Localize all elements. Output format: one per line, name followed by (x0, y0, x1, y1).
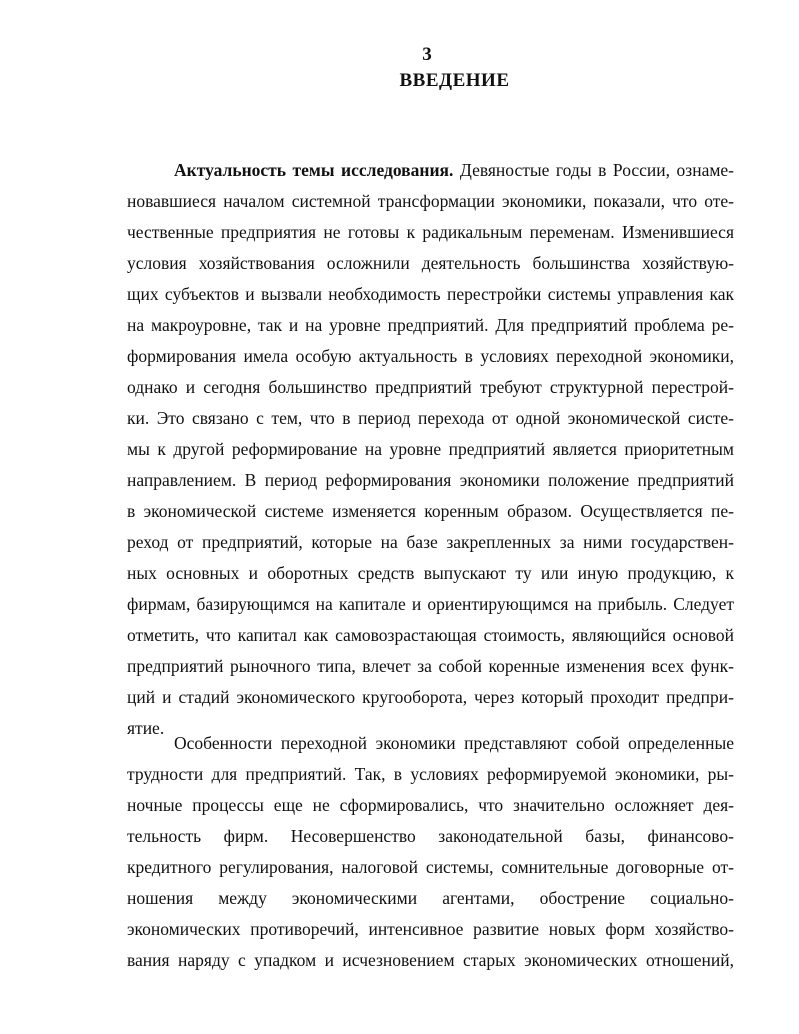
paragraph-line: реход от предприятий, которые на базе закрепленных за ними государствен- (127, 532, 734, 552)
paragraph-line: направлением. В период реформирования экономики положение предприятий (127, 470, 734, 490)
paragraph-line: чественные предприятия не готовы к радикальным переменам. Изменившиеся (127, 222, 734, 242)
paragraph-line: ки. Это связано с тем, что в период перехода от одной экономической систе- (127, 408, 734, 428)
paragraph-transition-economy (127, 728, 734, 976)
paragraph-line: ношения между экономическими агентами, обострение социально- (127, 888, 734, 908)
paragraph-line: Особенности переходной экономики представляют собой определенные (174, 733, 734, 753)
paragraph-line: фирмам, базирующимся на капитале и ориентирующимся на прибыль. Следует (127, 594, 734, 614)
paragraph-line: на макроуровне, так и на уровне предприятий. Для предприятий проблема ре- (127, 315, 734, 335)
paragraph-line: кредитного регулирования, налоговой системы, сомнительные договорные от- (127, 857, 734, 877)
paragraph-line: ций и стадий экономического кругооборота, через который проходит предпри- (127, 687, 734, 707)
paragraph-line: условия хозяйствования осложнили деятельность большинства хозяйствую- (127, 253, 734, 273)
section-heading: ВВЕДЕНИЕ (399, 70, 510, 91)
paragraph-line: ных основных и оборотных средств выпускают ту или иную продукцию, к (127, 563, 734, 583)
paragraph-line: экономических противоречий, интенсивное развитие новых форм хозяйство- (127, 919, 734, 939)
paragraph-line: формирования имела особую актуальность в условиях переходной экономики, (127, 346, 734, 366)
paragraph-line: отметить, что капитал как самовозрастающая стоимость, являющийся основой (127, 625, 734, 645)
paragraph-line: вания наряду с упадком и исчезновением старых экономических отношений, (127, 950, 734, 970)
paragraph-line-text: Девяностые годы в России, ознаме- (453, 160, 734, 180)
paragraph-line: предприятий рыночного типа, влечет за собой коренные изменения всех функ- (127, 656, 734, 676)
paragraph-line: мы к другой реформирование на уровне предприятий является приоритетным (127, 439, 734, 459)
paragraph-line: тельность фирм. Несовершенство законодательной базы, финансово- (127, 826, 734, 846)
paragraph-line: в экономической системе изменяется коренным образом. Осуществляется пе- (127, 501, 734, 521)
paragraph-lead: Актуальность темы исследования. (174, 160, 454, 180)
paragraph-line (127, 155, 734, 186)
paragraph-line: ночные процессы еще не сформировались, что значительно осложняет дея- (127, 795, 734, 815)
paragraph-relevance (127, 155, 734, 744)
paragraph-line: однако и сегодня большинство предприятий требуют структурной перестрой- (127, 377, 734, 397)
paragraph-line: щих субъектов и вызвали необходимость перестройки системы управления как (127, 284, 734, 304)
paragraph-line: ятие. (127, 718, 165, 738)
paragraph-line: новавшиеся началом системной трансформации экономики, показали, что оте- (127, 191, 734, 211)
page-number: 3 (422, 44, 432, 65)
paragraph-line: трудности для предприятий. Так, в условиях реформируемой экономики, ры- (127, 764, 734, 784)
